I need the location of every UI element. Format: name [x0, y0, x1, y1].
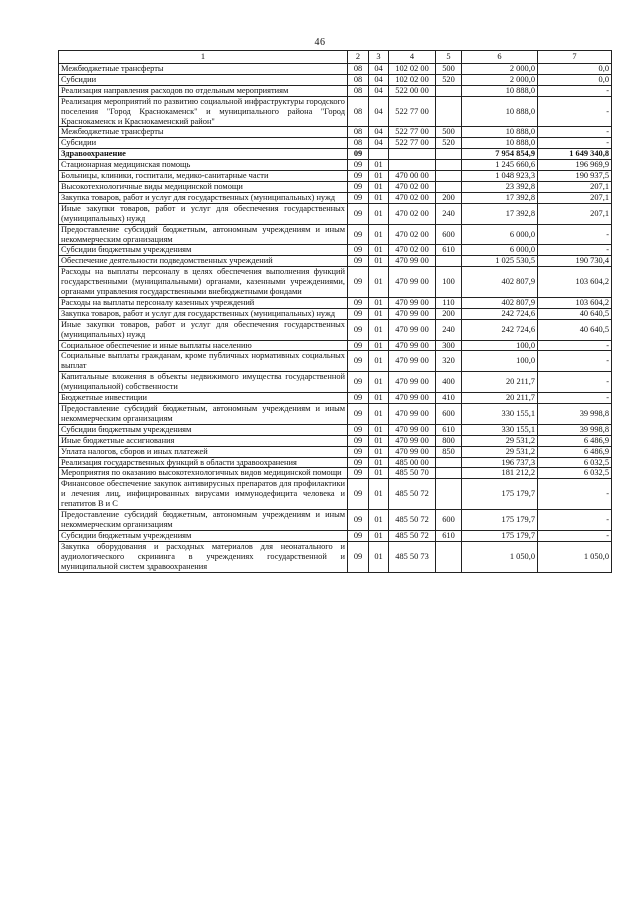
expense-type-cell: [436, 85, 462, 96]
row-name-cell: Иные бюджетные ассигнования: [59, 435, 348, 446]
table-row: [59, 468, 612, 479]
table-row: [59, 160, 612, 171]
amount-cell: 17 392,8: [462, 203, 538, 224]
table-row: [59, 256, 612, 267]
expense-type-cell: [436, 457, 462, 468]
table-row: [59, 74, 612, 85]
row-name-cell: Субсидии бюджетным учреждениям: [59, 530, 348, 541]
section-code-cell: 09: [348, 203, 369, 224]
amount-federal-cell: 207,1: [538, 203, 612, 224]
table-row: [59, 510, 612, 531]
subsection-code-cell: 01: [369, 468, 389, 479]
expense-type-cell: 110: [436, 297, 462, 308]
amount-federal-cell: 207,1: [538, 192, 612, 203]
target-article-cell: 470 02 00: [389, 203, 436, 224]
table-row: [59, 171, 612, 182]
amount-federal-cell: -: [538, 479, 612, 510]
table-row: [59, 435, 612, 446]
target-article-cell: 485 00 00: [389, 457, 436, 468]
subsection-code-cell: 01: [369, 446, 389, 457]
subsection-code-cell: 01: [369, 510, 389, 531]
target-article-cell: 470 99 00: [389, 340, 436, 351]
subsection-code-cell: 01: [369, 530, 389, 541]
expense-type-cell: 500: [436, 127, 462, 138]
row-name-cell: Расходы на выплаты персоналу казенных учреждений: [59, 297, 348, 308]
section-code-cell: 08: [348, 85, 369, 96]
target-article-cell: 102 02 00: [389, 64, 436, 75]
row-name-cell: Закупка товаров, работ и услуг для государственных (муниципальных) нужд: [59, 308, 348, 319]
amount-cell: 181 212,2: [462, 468, 538, 479]
expense-type-cell: 520: [436, 74, 462, 85]
section-code-cell: 09: [348, 256, 369, 267]
section-code-cell: 09: [348, 530, 369, 541]
section-code-cell: 08: [348, 138, 369, 149]
table-row: [59, 64, 612, 75]
amount-cell: 242 724,6: [462, 319, 538, 340]
amount-federal-cell: 39 998,8: [538, 424, 612, 435]
expense-type-cell: [436, 171, 462, 182]
target-article-cell: 470 99 00: [389, 319, 436, 340]
target-article-cell: 470 99 00: [389, 435, 436, 446]
expense-type-cell: 200: [436, 192, 462, 203]
amount-cell: 6 000,0: [462, 245, 538, 256]
section-code-cell: 09: [348, 192, 369, 203]
table-row: [59, 85, 612, 96]
expense-type-cell: 520: [436, 138, 462, 149]
amount-federal-cell: -: [538, 224, 612, 245]
amount-federal-cell: -: [538, 372, 612, 393]
target-article-cell: 522 77 00: [389, 138, 436, 149]
target-article-cell: [389, 149, 436, 160]
target-article-cell: 522 00 00: [389, 85, 436, 96]
row-name-cell: Предоставление субсидий бюджетным, автономным учреждениям и иным некоммерческим организациям: [59, 224, 348, 245]
table-row: [59, 308, 612, 319]
target-article-cell: 470 99 00: [389, 267, 436, 298]
target-article-cell: 470 99 00: [389, 446, 436, 457]
row-name-cell: Уплата налогов, сборов и иных платежей: [59, 446, 348, 457]
row-name-cell: Реализация мероприятий по развитию социальной инфраструктуры городского поселения "Город Краснокаменск" и муниципального района "Город Краснокаменск и Краснокаменский район": [59, 96, 348, 127]
amount-cell: 1 025 530,5: [462, 256, 538, 267]
target-article-cell: 470 99 00: [389, 372, 436, 393]
column-header: 2: [348, 51, 369, 64]
amount-cell: 196 737,3: [462, 457, 538, 468]
row-name-cell: Социальные выплаты гражданам, кроме публичных нормативных социальных выплат: [59, 351, 348, 372]
row-name-cell: Субсидии: [59, 138, 348, 149]
table-row: [59, 479, 612, 510]
amount-federal-cell: 196 969,9: [538, 160, 612, 171]
row-name-cell: Больницы, клиники, госпитали, медико-санитарные части: [59, 171, 348, 182]
expense-type-cell: 240: [436, 319, 462, 340]
section-code-cell: 09: [348, 297, 369, 308]
amount-cell: 330 155,1: [462, 404, 538, 425]
subsection-code-cell: 01: [369, 541, 389, 572]
row-name-cell: Финансовое обеспечение закупок антивирусных препаратов для профилактики и лечения лиц, инфицированных вирусами иммунодефицита человека и гепатитов В и С: [59, 479, 348, 510]
target-article-cell: 522 77 00: [389, 96, 436, 127]
subsection-code-cell: 01: [369, 192, 389, 203]
amount-federal-cell: -: [538, 85, 612, 96]
row-name-cell: Закупка товаров, работ и услуг для государственных (муниципальных) нужд: [59, 192, 348, 203]
row-name-cell: Межбюджетные трансферты: [59, 64, 348, 75]
amount-federal-cell: 1 050,0: [538, 541, 612, 572]
amount-cell: 23 392,8: [462, 181, 538, 192]
target-article-cell: 470 99 00: [389, 393, 436, 404]
amount-federal-cell: 0,0: [538, 74, 612, 85]
target-article-cell: 485 50 70: [389, 468, 436, 479]
amount-federal-cell: 40 640,5: [538, 308, 612, 319]
amount-cell: 175 179,7: [462, 479, 538, 510]
expense-type-cell: 610: [436, 530, 462, 541]
expense-type-cell: [436, 541, 462, 572]
table-row: [59, 424, 612, 435]
amount-cell: 10 888,0: [462, 96, 538, 127]
subsection-code-cell: 01: [369, 457, 389, 468]
section-code-cell: 09: [348, 541, 369, 572]
expense-type-cell: [436, 468, 462, 479]
target-article-cell: 102 02 00: [389, 74, 436, 85]
section-code-cell: 09: [348, 479, 369, 510]
amount-federal-cell: -: [538, 393, 612, 404]
row-name-cell: Реализация государственных функций в области здравоохранения: [59, 457, 348, 468]
expense-type-cell: 850: [436, 446, 462, 457]
expense-type-cell: 300: [436, 340, 462, 351]
expense-type-cell: 240: [436, 203, 462, 224]
table-row: [59, 530, 612, 541]
amount-federal-cell: -: [538, 96, 612, 127]
subsection-code-cell: 01: [369, 372, 389, 393]
table-row: [59, 96, 612, 127]
row-name-cell: Обеспечение деятельности подведомственных учреждений: [59, 256, 348, 267]
amount-cell: 100,0: [462, 340, 538, 351]
row-name-cell: Межбюджетные трансферты: [59, 127, 348, 138]
section-code-cell: 09: [348, 510, 369, 531]
table-row: [59, 404, 612, 425]
target-article-cell: 470 00 00: [389, 171, 436, 182]
expense-type-cell: 400: [436, 372, 462, 393]
subsection-code-cell: 04: [369, 85, 389, 96]
section-code-cell: 09: [348, 457, 369, 468]
target-article-cell: 485 50 72: [389, 510, 436, 531]
target-article-cell: 470 02 00: [389, 181, 436, 192]
expense-type-cell: 800: [436, 435, 462, 446]
target-article-cell: 522 77 00: [389, 127, 436, 138]
amount-federal-cell: 39 998,8: [538, 404, 612, 425]
subsection-code-cell: 01: [369, 340, 389, 351]
expense-type-cell: 600: [436, 404, 462, 425]
amount-cell: 1 050,0: [462, 541, 538, 572]
amount-cell: 7 954 854,9: [462, 149, 538, 160]
row-name-cell: Расходы на выплаты персоналу в целях обеспечения выполнения функций государственными (муниципальными) органами, казенными учреждениями, органами управления государственными внебюджетными фондами: [59, 267, 348, 298]
row-name-cell: Социальное обеспечение и иные выплаты населению: [59, 340, 348, 351]
expense-type-cell: [436, 181, 462, 192]
section-code-cell: 09: [348, 149, 369, 160]
table-row: [59, 340, 612, 351]
target-article-cell: 470 99 00: [389, 351, 436, 372]
expense-type-cell: [436, 149, 462, 160]
expense-type-cell: 600: [436, 224, 462, 245]
section-code-cell: 09: [348, 340, 369, 351]
subsection-code-cell: 01: [369, 308, 389, 319]
target-article-cell: 470 99 00: [389, 404, 436, 425]
amount-cell: 175 179,7: [462, 530, 538, 541]
page-number: 46: [314, 37, 326, 48]
section-code-cell: 09: [348, 468, 369, 479]
section-code-cell: 09: [348, 446, 369, 457]
subsection-code-cell: 01: [369, 319, 389, 340]
amount-federal-cell: -: [538, 340, 612, 351]
row-name-cell: Высокотехнологичные виды медицинской помощи: [59, 181, 348, 192]
subsection-code-cell: 01: [369, 171, 389, 182]
subsection-code-cell: 04: [369, 64, 389, 75]
amount-cell: 2 000,0: [462, 74, 538, 85]
row-name-cell: Капитальные вложения в объекты недвижимого имущества государственной (муниципальной) собственности: [59, 372, 348, 393]
section-code-cell: 08: [348, 96, 369, 127]
subsection-code-cell: 01: [369, 181, 389, 192]
section-code-cell: 09: [348, 351, 369, 372]
amount-federal-cell: -: [538, 351, 612, 372]
amount-cell: 402 807,9: [462, 297, 538, 308]
table-row: [59, 267, 612, 298]
budget-table: [58, 50, 612, 573]
subsection-code-cell: 01: [369, 297, 389, 308]
target-article-cell: 485 50 72: [389, 479, 436, 510]
column-header: 5: [436, 51, 462, 64]
section-code-cell: 09: [348, 435, 369, 446]
table-header-row: [59, 51, 612, 64]
table-row: [59, 319, 612, 340]
section-code-cell: 09: [348, 224, 369, 245]
expense-type-cell: 600: [436, 510, 462, 531]
expense-type-cell: 610: [436, 245, 462, 256]
amount-cell: 1 048 923,3: [462, 171, 538, 182]
subsection-code-cell: 01: [369, 267, 389, 298]
amount-cell: 2 000,0: [462, 64, 538, 75]
target-article-cell: 470 99 00: [389, 424, 436, 435]
expense-type-cell: [436, 479, 462, 510]
row-name-cell: Реализация направления расходов по отдельным мероприятиям: [59, 85, 348, 96]
subsection-code-cell: 01: [369, 404, 389, 425]
row-name-cell: Иные закупки товаров, работ и услуг для обеспечения государственных (муниципальных) нужд: [59, 319, 348, 340]
target-article-cell: 470 99 00: [389, 256, 436, 267]
section-code-cell: 09: [348, 171, 369, 182]
subsection-code-cell: 01: [369, 224, 389, 245]
column-header: 1: [59, 51, 348, 64]
subsection-code-cell: 01: [369, 351, 389, 372]
amount-federal-cell: 6 486,9: [538, 446, 612, 457]
amount-cell: 20 211,7: [462, 372, 538, 393]
amount-federal-cell: 6 032,5: [538, 457, 612, 468]
row-name-cell: Закупка оборудования и расходных материалов для неонатального и аудиологического скрининга в учреждениях государственной и муниципальной систем здравоохранения: [59, 541, 348, 572]
table-row: [59, 138, 612, 149]
subsection-code-cell: 01: [369, 424, 389, 435]
amount-federal-cell: 207,1: [538, 181, 612, 192]
subsection-code-cell: 01: [369, 479, 389, 510]
table-row: [59, 297, 612, 308]
table-row: [59, 224, 612, 245]
amount-cell: 17 392,8: [462, 192, 538, 203]
column-header: 7: [538, 51, 612, 64]
expense-type-cell: 100: [436, 267, 462, 298]
target-article-cell: 470 02 00: [389, 192, 436, 203]
amount-cell: 100,0: [462, 351, 538, 372]
amount-federal-cell: 6 032,5: [538, 468, 612, 479]
amount-federal-cell: -: [538, 510, 612, 531]
table-row: [59, 372, 612, 393]
subsection-code-cell: 01: [369, 435, 389, 446]
table-row: [59, 457, 612, 468]
row-name-cell: Предоставление субсидий бюджетным, автономным учреждениям и иным некоммерческим организациям: [59, 404, 348, 425]
expense-type-cell: [436, 96, 462, 127]
table-row: [59, 351, 612, 372]
section-code-cell: 09: [348, 181, 369, 192]
table-row: [59, 149, 612, 160]
amount-cell: 10 888,0: [462, 138, 538, 149]
amount-cell: 29 531,2: [462, 435, 538, 446]
section-code-cell: 09: [348, 372, 369, 393]
subsection-code-cell: 04: [369, 127, 389, 138]
subsection-code-cell: 04: [369, 96, 389, 127]
section-code-cell: 09: [348, 404, 369, 425]
amount-cell: 330 155,1: [462, 424, 538, 435]
subsection-code-cell: 04: [369, 74, 389, 85]
row-name-cell: Субсидии бюджетным учреждениям: [59, 245, 348, 256]
amount-federal-cell: 0,0: [538, 64, 612, 75]
subsection-code-cell: [369, 149, 389, 160]
target-article-cell: 470 02 00: [389, 245, 436, 256]
target-article-cell: 470 99 00: [389, 297, 436, 308]
section-code-cell: 09: [348, 319, 369, 340]
column-header: 6: [462, 51, 538, 64]
amount-federal-cell: 103 604,2: [538, 267, 612, 298]
amount-cell: 10 888,0: [462, 85, 538, 96]
section-code-cell: 09: [348, 308, 369, 319]
table-row: [59, 393, 612, 404]
amount-federal-cell: -: [538, 530, 612, 541]
amount-federal-cell: 190 730,4: [538, 256, 612, 267]
section-code-cell: 09: [348, 393, 369, 404]
amount-federal-cell: 103 604,2: [538, 297, 612, 308]
section-code-cell: 09: [348, 245, 369, 256]
amount-cell: 10 888,0: [462, 127, 538, 138]
amount-cell: 1 245 660,6: [462, 160, 538, 171]
row-name-cell: Субсидии: [59, 74, 348, 85]
amount-federal-cell: 190 937,5: [538, 171, 612, 182]
target-article-cell: 470 99 00: [389, 308, 436, 319]
expense-type-cell: 320: [436, 351, 462, 372]
subsection-code-cell: 01: [369, 160, 389, 171]
table-row: [59, 541, 612, 572]
subsection-code-cell: 01: [369, 256, 389, 267]
subsection-code-cell: 01: [369, 245, 389, 256]
amount-federal-cell: 40 640,5: [538, 319, 612, 340]
target-article-cell: [389, 160, 436, 171]
column-header: 4: [389, 51, 436, 64]
row-name-cell: Субсидии бюджетным учреждениям: [59, 424, 348, 435]
amount-federal-cell: -: [538, 138, 612, 149]
amount-cell: 175 179,7: [462, 510, 538, 531]
expense-type-cell: 500: [436, 64, 462, 75]
table-row: [59, 181, 612, 192]
amount-cell: 402 807,9: [462, 267, 538, 298]
section-code-cell: 09: [348, 267, 369, 298]
amount-federal-cell: 1 649 340,8: [538, 149, 612, 160]
target-article-cell: 485 50 72: [389, 530, 436, 541]
subsection-code-cell: 01: [369, 203, 389, 224]
row-name-cell: Здравоохранение: [59, 149, 348, 160]
amount-cell: 6 000,0: [462, 224, 538, 245]
table-row: [59, 245, 612, 256]
section-code-cell: 09: [348, 160, 369, 171]
expense-type-cell: [436, 160, 462, 171]
table-row: [59, 446, 612, 457]
amount-cell: 242 724,6: [462, 308, 538, 319]
amount-federal-cell: -: [538, 245, 612, 256]
expense-type-cell: 200: [436, 308, 462, 319]
row-name-cell: Иные закупки товаров, работ и услуг для обеспечения государственных (муниципальных) нужд: [59, 203, 348, 224]
table-row: [59, 203, 612, 224]
row-name-cell: Мероприятия по оказанию высокотехнологичных видов медицинской помощи: [59, 468, 348, 479]
section-code-cell: 08: [348, 127, 369, 138]
column-header: 3: [369, 51, 389, 64]
row-name-cell: Предоставление субсидий бюджетным, автономным учреждениям и иным некоммерческим организациям: [59, 510, 348, 531]
row-name-cell: Бюджетные инвестиции: [59, 393, 348, 404]
section-code-cell: 08: [348, 74, 369, 85]
expense-type-cell: 610: [436, 424, 462, 435]
row-name-cell: Стационарная медицинская помощь: [59, 160, 348, 171]
amount-cell: 20 211,7: [462, 393, 538, 404]
amount-federal-cell: 6 486,9: [538, 435, 612, 446]
expense-type-cell: [436, 256, 462, 267]
subsection-code-cell: 01: [369, 393, 389, 404]
amount-federal-cell: -: [538, 127, 612, 138]
subsection-code-cell: 04: [369, 138, 389, 149]
expense-type-cell: 410: [436, 393, 462, 404]
table-row: [59, 127, 612, 138]
table-body: [59, 64, 612, 573]
section-code-cell: 09: [348, 424, 369, 435]
target-article-cell: 485 50 73: [389, 541, 436, 572]
target-article-cell: 470 02 00: [389, 224, 436, 245]
amount-cell: 29 531,2: [462, 446, 538, 457]
section-code-cell: 08: [348, 64, 369, 75]
table-row: [59, 192, 612, 203]
